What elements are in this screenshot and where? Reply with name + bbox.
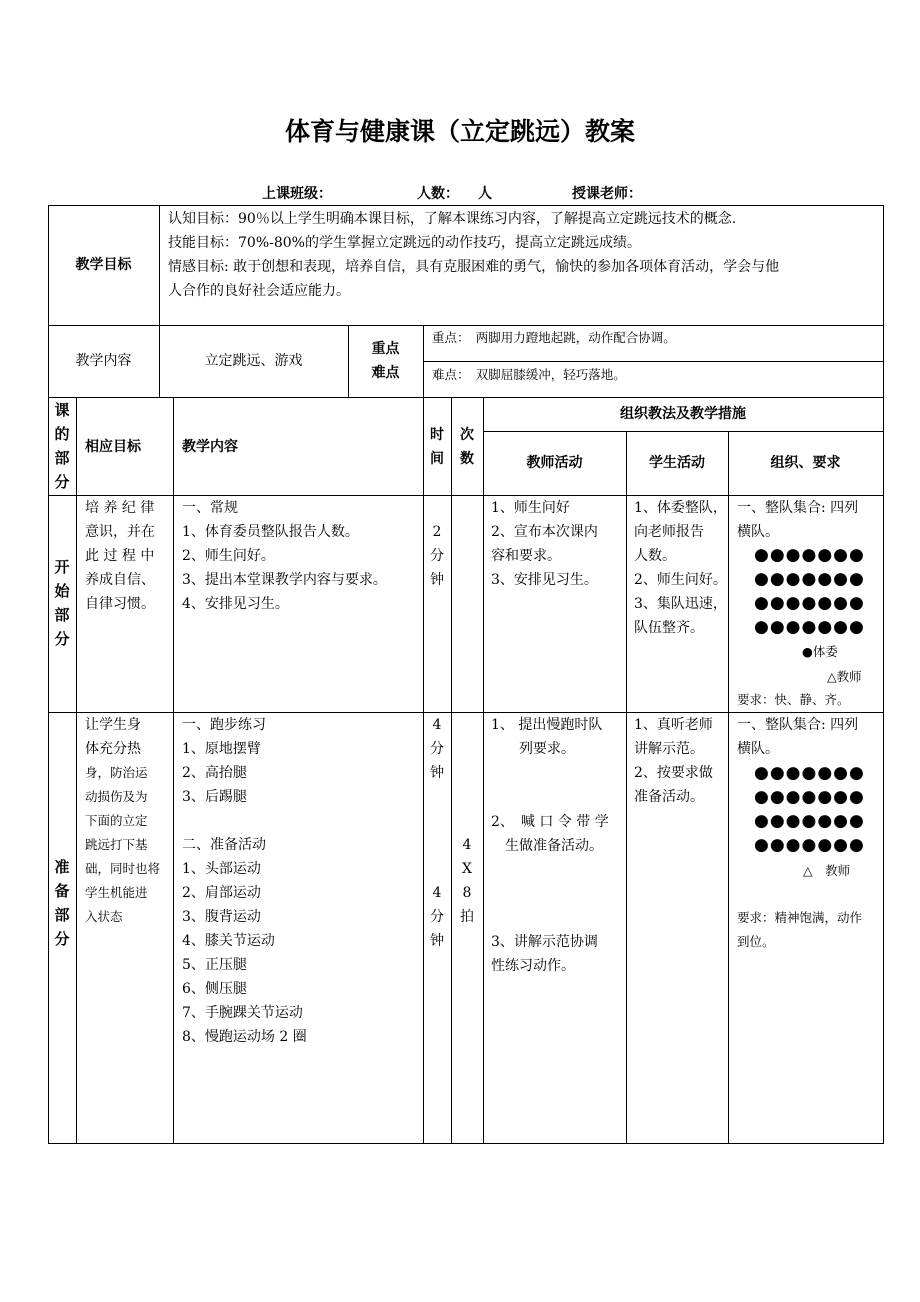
student-line: 1、体委整队，: [634, 500, 727, 516]
header-time-char: 时: [430, 427, 444, 443]
time-char: 分: [430, 548, 444, 564]
teacher-line: 2、宣布本次课内: [491, 524, 598, 540]
monitor-marker: ●体委: [802, 644, 838, 659]
header-content: 教学内容: [182, 439, 238, 455]
page-title: 体育与健康课（立定跳远）教案: [284, 117, 635, 146]
content-line: 8、慢跑运动场 2 圈: [182, 1029, 307, 1045]
section-char: 备: [54, 882, 70, 900]
section-prep-student: [634, 713, 713, 809]
header-reps: [451, 423, 483, 471]
org-line: 一、整队集合: 四列: [737, 500, 859, 516]
section-char: 部: [54, 906, 70, 924]
time-char: 4: [432, 717, 442, 733]
student-line: 3、集队迅速，: [634, 596, 727, 612]
section-start-organization: [737, 496, 858, 544]
teacher-triangle-icon: △教师: [827, 669, 862, 684]
section-char: 始: [54, 582, 70, 600]
section-start-content: [182, 496, 387, 616]
header-section-char: 部: [54, 449, 70, 467]
goal-line: 意识，并在: [85, 524, 155, 540]
student-line: 准备活动。: [634, 789, 704, 805]
student-dots-row: ●●●●●●●: [754, 593, 865, 613]
section-prep-teacher-2: [491, 810, 609, 858]
requirement-text: 要求：快、静、齐。: [737, 692, 850, 707]
header-section-char: 课: [54, 401, 70, 419]
content-line: 一、跑步练习: [182, 717, 266, 733]
content-label: 教学内容: [75, 353, 132, 369]
section-start-teacher: [491, 496, 598, 592]
student-dots-row: ●●●●●●●: [754, 569, 865, 589]
section-prep-teacher-1: [491, 713, 602, 761]
student-line: 向老师报告: [634, 524, 704, 540]
count-label: 人数：: [417, 186, 459, 202]
section-prep-content: [182, 713, 307, 1049]
difficulty-point: 难点： 双脚屈膝缓冲，轻巧落地。: [432, 367, 626, 382]
content-line: 5、正压腿: [182, 957, 247, 973]
student-dots-row: ●●●●●●●: [754, 545, 865, 565]
content-value: 立定跳远、游戏: [204, 353, 303, 369]
objectives-label: 教学目标: [75, 257, 132, 273]
key-label: 重点: [371, 341, 400, 357]
header-time-char: 间: [430, 451, 444, 467]
header-time: [423, 423, 451, 471]
goal-line: 让学生身: [85, 717, 141, 733]
section-char: 准: [54, 858, 70, 876]
time-char: 钟: [430, 933, 444, 949]
content-line: 2、高抬腿: [182, 765, 247, 781]
goal-line: 动损伤及为: [85, 789, 148, 804]
section-start-time: [423, 520, 451, 592]
student-dots-row: ●●●●●●●: [754, 787, 865, 807]
content-line: 3、腹背运动: [182, 909, 261, 925]
goal-line: 此 过 程 中: [85, 548, 155, 564]
section-prep-label: [48, 855, 76, 951]
content-line: 7、手腕踝关节运动: [182, 1005, 303, 1021]
header-organization: 组织、要求: [770, 455, 841, 471]
goal-line: 养成自信、: [85, 572, 155, 588]
goal-line: 入状态: [85, 909, 123, 924]
time-char: 钟: [430, 765, 444, 781]
goal-line: 跳远打下基: [85, 837, 148, 852]
section-char: 部: [54, 606, 70, 624]
student-dots-row: ●●●●●●●: [754, 763, 865, 783]
teacher-triangle-icon: △ 教师: [803, 863, 851, 878]
count-unit: 人: [478, 186, 492, 202]
org-line: 横队。: [737, 741, 779, 757]
content-line: 3、后踢腿: [182, 789, 247, 805]
teacher-line: 2、 喊 口 令 带 学: [491, 814, 609, 830]
section-char: 开: [54, 558, 70, 576]
section-prep-goal: [85, 713, 160, 929]
content-line: 1、原地摆臂: [182, 741, 261, 757]
header-section-char: 分: [54, 473, 70, 491]
section-char: 分: [54, 930, 70, 948]
teacher-line: 1、 提出慢跑时队: [491, 717, 603, 733]
goal-line: 下面的立定: [85, 813, 148, 828]
section-prep-organization: [737, 713, 858, 761]
content-line: 1、头部运动: [182, 861, 261, 877]
content-line: 4、安排见习生。: [182, 596, 289, 612]
goal-line: 自律习惯。: [85, 596, 155, 612]
header-teacher-activity: 教师活动: [526, 455, 583, 471]
section-prep-time-warmup: [423, 881, 451, 953]
student-dots-row: ●●●●●●●: [754, 617, 865, 637]
header-section-char: 的: [54, 425, 70, 443]
difficulty-label: 难点: [371, 365, 400, 381]
content-line: 二、准备活动: [182, 837, 266, 853]
time-char: 钟: [430, 572, 444, 588]
teacher-line: 列要求。: [491, 741, 575, 757]
formation-diagram: [754, 761, 865, 857]
goal-line: 础，同时也将: [85, 861, 161, 876]
objective-cognitive: 认知目标：90％以上学生明确本课目标，了解本课练习内容，了解提高立定跳远技术的概念.: [168, 211, 737, 227]
objective-affective: 情感目标: 敢于创想和表现，培养自信，具有克服困难的勇气，愉快的参加各项体育活动，学会与他: [168, 259, 780, 275]
section-prep-time-run: [423, 713, 451, 785]
time-char: 分: [430, 909, 444, 925]
student-line: 讲解示范。: [634, 741, 704, 757]
student-line: 2、按要求做: [634, 765, 713, 781]
student-line: 2、师生问好。: [634, 572, 727, 588]
objectives-text: [168, 207, 883, 303]
time-char: 2: [432, 524, 442, 540]
content-line: 3、提出本堂课教学内容与要求。: [182, 572, 387, 588]
section-char: 分: [54, 630, 70, 648]
student-line: 人数。: [634, 548, 676, 564]
header-goal: 相应目标: [85, 439, 141, 455]
time-char: 分: [430, 741, 444, 757]
header-reps-char: 数: [460, 451, 474, 467]
key-difficulty-label: [348, 337, 423, 385]
section-prep-teacher-3: [491, 930, 598, 978]
section-start-goal: [85, 496, 155, 616]
goal-line: 身，防治运: [85, 765, 148, 780]
header-section: [48, 398, 76, 494]
org-line: 横队。: [737, 524, 779, 540]
objective-skill: 技能目标：70%-80%的学生掌握立定跳远的动作技巧，提高立定跳远成绩。: [168, 235, 641, 251]
reps-char: 拍: [460, 909, 474, 925]
content-line: 4、膝关节运动: [182, 933, 275, 949]
content-line: 6、侧压腿: [182, 981, 247, 997]
section-start-label: [48, 555, 76, 651]
teacher-line: 3、讲解示范协调: [491, 934, 598, 950]
student-line: 1、真听老师: [634, 717, 713, 733]
org-line: 一、整队集合: 四列: [737, 717, 859, 733]
formation-diagram: [754, 543, 865, 639]
goal-line: 培 养 纪 律: [85, 500, 155, 516]
class-label: 上课班级：: [262, 186, 332, 202]
header-methods: 组织教法及教学措施: [620, 406, 746, 422]
content-line: 一、常规: [182, 500, 238, 516]
section-prep-reps: [451, 833, 483, 929]
teacher-line: 性练习动作。: [491, 958, 575, 974]
requirement-line: 要求：精神饱满，动作: [737, 910, 863, 925]
key-point: 重点： 两脚用力蹬地起跳，动作配合协调。: [432, 330, 676, 345]
content-line: 2、肩部运动: [182, 885, 261, 901]
content-spacer: [182, 809, 307, 833]
teacher-line: 3、安排见习生。: [491, 572, 598, 588]
header-reps-char: 次: [460, 427, 474, 443]
reps-char: X: [462, 861, 472, 877]
requirement-text: [737, 906, 862, 954]
header-student-activity: 学生活动: [649, 455, 705, 471]
content-line: 1、体育委员整队报告人数。: [182, 524, 359, 540]
student-dots-row: ●●●●●●●: [754, 835, 865, 855]
goal-line: 体充分热: [85, 741, 141, 757]
time-char: 4: [432, 885, 442, 901]
goal-line: 学生机能进: [85, 885, 148, 900]
teacher-line: 生做准备活动。: [491, 838, 603, 854]
content-line: 2、师生问好。: [182, 548, 275, 564]
student-dots-row: ●●●●●●●: [754, 811, 865, 831]
student-line: 队伍整齐。: [634, 620, 704, 636]
teacher-line: 1、师生问好: [491, 500, 570, 516]
objective-affective-cont: 人合作的良好社会适应能力。: [168, 283, 350, 299]
teacher-line: 容和要求。: [491, 548, 561, 564]
requirement-line: 到位。: [737, 934, 775, 949]
teacher-label: 授课老师：: [572, 186, 642, 202]
reps-char: 8: [462, 885, 472, 901]
reps-char: 4: [462, 837, 472, 853]
section-start-student: [634, 496, 727, 640]
